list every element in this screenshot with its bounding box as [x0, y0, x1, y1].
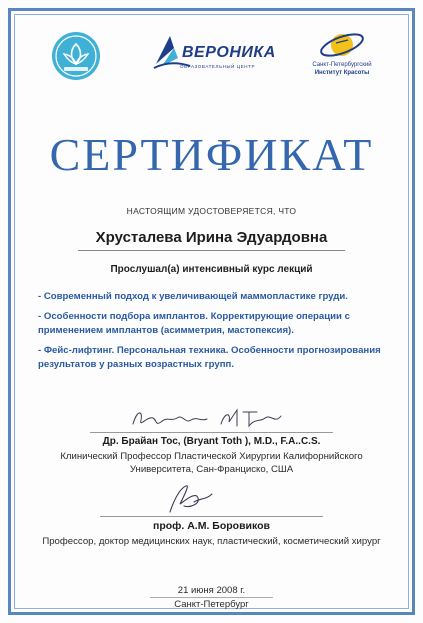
- course-intro: Прослушал(а) интенсивный курс лекций: [110, 264, 313, 275]
- veronika-logo: [152, 32, 282, 78]
- signature-line-1: [90, 432, 333, 433]
- recipient-underline: [78, 250, 345, 251]
- certify-line: НАСТОЯЩИМ УДОСТОВЕРЯЕТСЯ, ЧТО: [126, 206, 297, 216]
- certificate-title: СЕРТИФИКАТ: [49, 129, 374, 180]
- recipient-name: Хрусталева Ирина Эдуардовна: [95, 229, 328, 246]
- topic-item: - Современный подход к увеличивающей маммопластике груди.: [38, 291, 348, 302]
- institute-logo-line2: Институт Красоты: [314, 70, 370, 76]
- lotus-circle-logo-icon: [50, 30, 102, 82]
- logo-row: [30, 26, 393, 82]
- issue-date: 21 июня 2008 г.: [177, 585, 246, 596]
- date-underline: [150, 597, 273, 598]
- signature-toth: [125, 404, 295, 432]
- signatory-2-title: Профессор, доктор медицинских наук, пластический, косметический хирург: [42, 536, 381, 547]
- issue-city: Санкт-Петербург: [174, 599, 249, 610]
- signature-line-2: [100, 516, 323, 517]
- signatory-1-name: Др. Брайан Тос, (Bryant Toth ), M.D., F.A..C.S.: [102, 436, 321, 447]
- signatory-1-title: Клинический Профессор Пластической Хирургии Калифорнийского Университета, Сан-Франциско, США: [60, 451, 363, 475]
- topic-item: - Особенности подбора имплантов. Корректирующие операции с применением имплантов (асимметрия, мастопексия).: [38, 311, 350, 336]
- topic-item: - Фейс-лифтинг. Персональная техника. Особенности прогнозирования результатов у разных возрастных групп.: [38, 345, 381, 370]
- spb-beauty-institute-logo: [302, 28, 382, 82]
- orbit-globe-icon: [302, 28, 382, 62]
- veronika-logo-subtitle: ОБРАЗОВАТЕЛЬНЫЙ ЦЕНТР: [180, 64, 256, 69]
- topics-list: [38, 290, 383, 378]
- institute-logo-line1: Санкт-Петербургский: [312, 62, 372, 68]
- signature-borovikov: [150, 482, 230, 516]
- veronika-logo-name: ВЕРОНИКА: [182, 44, 276, 61]
- signatory-2-name: проф. А.М. Боровиков: [153, 520, 270, 532]
